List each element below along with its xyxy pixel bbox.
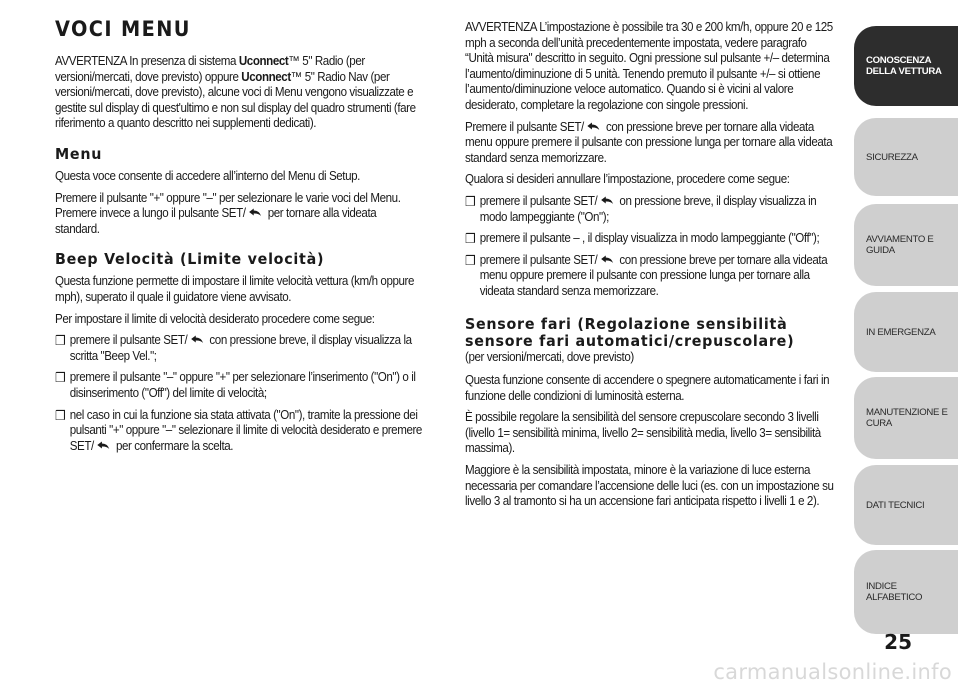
left-column (55, 16, 423, 460)
sensor-heading: Sensore fari (Regolazione sensibilità sensore fari automatici/crepuscolare) (465, 314, 795, 350)
page-number: 25 (884, 630, 912, 654)
text: per confermare la scelta. (113, 438, 234, 453)
back-arrow-icon (247, 207, 263, 218)
beep-heading: Beep Velocità (Limite velocità) (55, 250, 325, 269)
menu-paragraph-1: Questa voce consente di accedere all’interno del Menu di Setup. (55, 168, 360, 183)
warning-paragraph: AVVERTENZA L’impostazione è possibile tra 30 e 200 km/h, oppure 20 e 125 mph a seconda dell’unità precedentemente impostata, vedere paragrafo “Unità misura" descritto in seguito. Ogni pressione sul pulsante +/– determina l’aumento/diminuzione di 5 unità. Tenendo premuto il pulsante +/– si ottiene l’aumento/diminuzione veloce automatico. Quando si è vicini al valore desiderato, completare la regolazione con singole pressioni. (465, 20, 833, 112)
right-column (465, 20, 835, 516)
text: premere il pulsante SET/ (479, 193, 598, 208)
bullet-box-icon: ❒ (465, 252, 476, 268)
text: on pressione breve, il display visualizza in modo lampeggiante ("On"); (479, 193, 817, 224)
list-item (55, 408, 423, 455)
text: premere il pulsante SET/ (69, 333, 188, 348)
list-item (55, 370, 423, 401)
list-item (465, 194, 835, 225)
text: Premere il pulsante SET/ (465, 119, 584, 134)
sensor-paragraph-2: È possibile regolare la sensibilità del sensore crepuscolare secondo 3 livelli (livello 1= sensibilità minima, livello 2= sensibilità media, livello 3= sensibilità massima). (465, 410, 821, 456)
menu-heading: Menu (55, 144, 103, 163)
brand-uconnect-1: Uconnect (238, 54, 289, 68)
brand-uconnect-2: Uconnect (241, 69, 291, 84)
text: Premere il pulsante "+" oppure "–" per selezionare le varie voci del Menu. Premere invece a lungo il pulsante SET/ (55, 190, 401, 221)
tab-manutenzione-e-cura[interactable]: MANUTENZIONE E CURA (854, 377, 958, 459)
bullet-box-icon: ❒ (55, 333, 66, 349)
text: premere il pulsante – , il display visualizza in modo lampeggiante ("Off"); (479, 231, 820, 246)
back-arrow-icon (586, 121, 602, 132)
bullet-box-icon: ❒ (465, 193, 476, 209)
tab-in-emergenza[interactable]: IN EMERGENZA (854, 292, 958, 372)
text: con pressione breve per tornare alla videata menu oppure premere il pulsante con pressione lunga per tornare alla videata standard senza memorizzare. (479, 252, 828, 298)
watermark: carmanualsonline.info (713, 660, 952, 684)
text: con pressione breve per tornare alla videata menu oppure premere il pulsante con pressione lunga per tornare alla videata standard senza memorizzare. (465, 119, 833, 165)
text: con pressione breve, il display visualizza la scritta "Beep Vel."; (69, 333, 412, 363)
chapter-sidebar (854, 0, 960, 686)
text: premere il pulsante SET/ (479, 252, 598, 267)
sensor-subheading: (per versioni/mercati, dove previsto) (465, 349, 634, 364)
cancel-paragraph: Qualora si desideri annullare l’impostazione, procedere come segue: (465, 172, 790, 187)
tab-sicurezza[interactable]: SICUREZZA (854, 118, 958, 196)
tab-indice-alfabetico[interactable]: INDICE ALFABETICO (854, 550, 958, 634)
list-item (465, 231, 835, 247)
intro-text-1: AVVERTENZA In presenza di sistema (55, 54, 239, 68)
sensor-paragraph-3: Maggiore è la sensibilità impostata, minore è la variazione di luce esterna necessaria per comandare l’accensione delle luci (es. con un impostazione su livello 3 al tramonto si ha un accensione fari anticipata rispetto i livelli 1 e 2). (465, 463, 834, 509)
text: nel caso in cui la funzione sia stata attivata ("On"), tramite la pressione dei pulsanti "+" oppure "–" selezionare il limite di velocità desiderato e premere SET/ (69, 407, 422, 453)
tab-avviamento-e-guida[interactable]: AVVIAMENTO E GUIDA (854, 204, 958, 286)
tab-conoscenza-della-vettura[interactable]: CONOSCENZA DELLA VETTURA (854, 26, 958, 106)
intro-text-3: ™ 5" Radio Nav (per versioni/mercati, dove previsto), alcune voci di Menu vengono visualizzate e gestite sul display di quest'ultimo e non sul display del quadro strumenti (fare riferimento a quanto descritto nei supplementi dedicati). (55, 69, 416, 131)
back-arrow-icon (96, 440, 112, 451)
section-title: VOCI MENU (55, 17, 191, 41)
list-item (465, 253, 835, 300)
menu-paragraph-2 (55, 191, 423, 238)
bullet-box-icon: ❒ (55, 370, 66, 386)
beep-paragraph-2: Per impostare il limite di velocità desiderato procedere come segue: (55, 311, 375, 326)
intro-paragraph (55, 54, 423, 132)
tab-dati-tecnici[interactable]: DATI TECNICI (854, 465, 958, 545)
sensor-paragraph-1: Questa funzione consente di accendere o spegnere automaticamente i fari in funzione delle condizioni di luminosità esterna. (465, 373, 830, 403)
back-arrow-icon (599, 195, 615, 206)
beep-paragraph-1: Questa funzione permette di impostare il limite velocità vettura (km/h oppure mph), superato il quale il guidatore viene avvisato. (55, 274, 415, 304)
text: premere il pulsante "–" oppure "+" per selezionare l’inserimento ("On") o il disinserimento ("Off") del limite di velocità; (69, 370, 416, 400)
intro-text-2: ™ 5" Radio (per versioni/mercati, dove previsto) oppure (55, 54, 365, 84)
back-arrow-icon (599, 254, 615, 265)
bullet-box-icon: ❒ (465, 231, 476, 247)
back-arrow-icon (189, 334, 205, 345)
set-paragraph (465, 120, 835, 167)
bullet-box-icon: ❒ (55, 407, 66, 423)
list-item (55, 333, 423, 364)
text: per tornare alla videata standard. (55, 206, 377, 236)
